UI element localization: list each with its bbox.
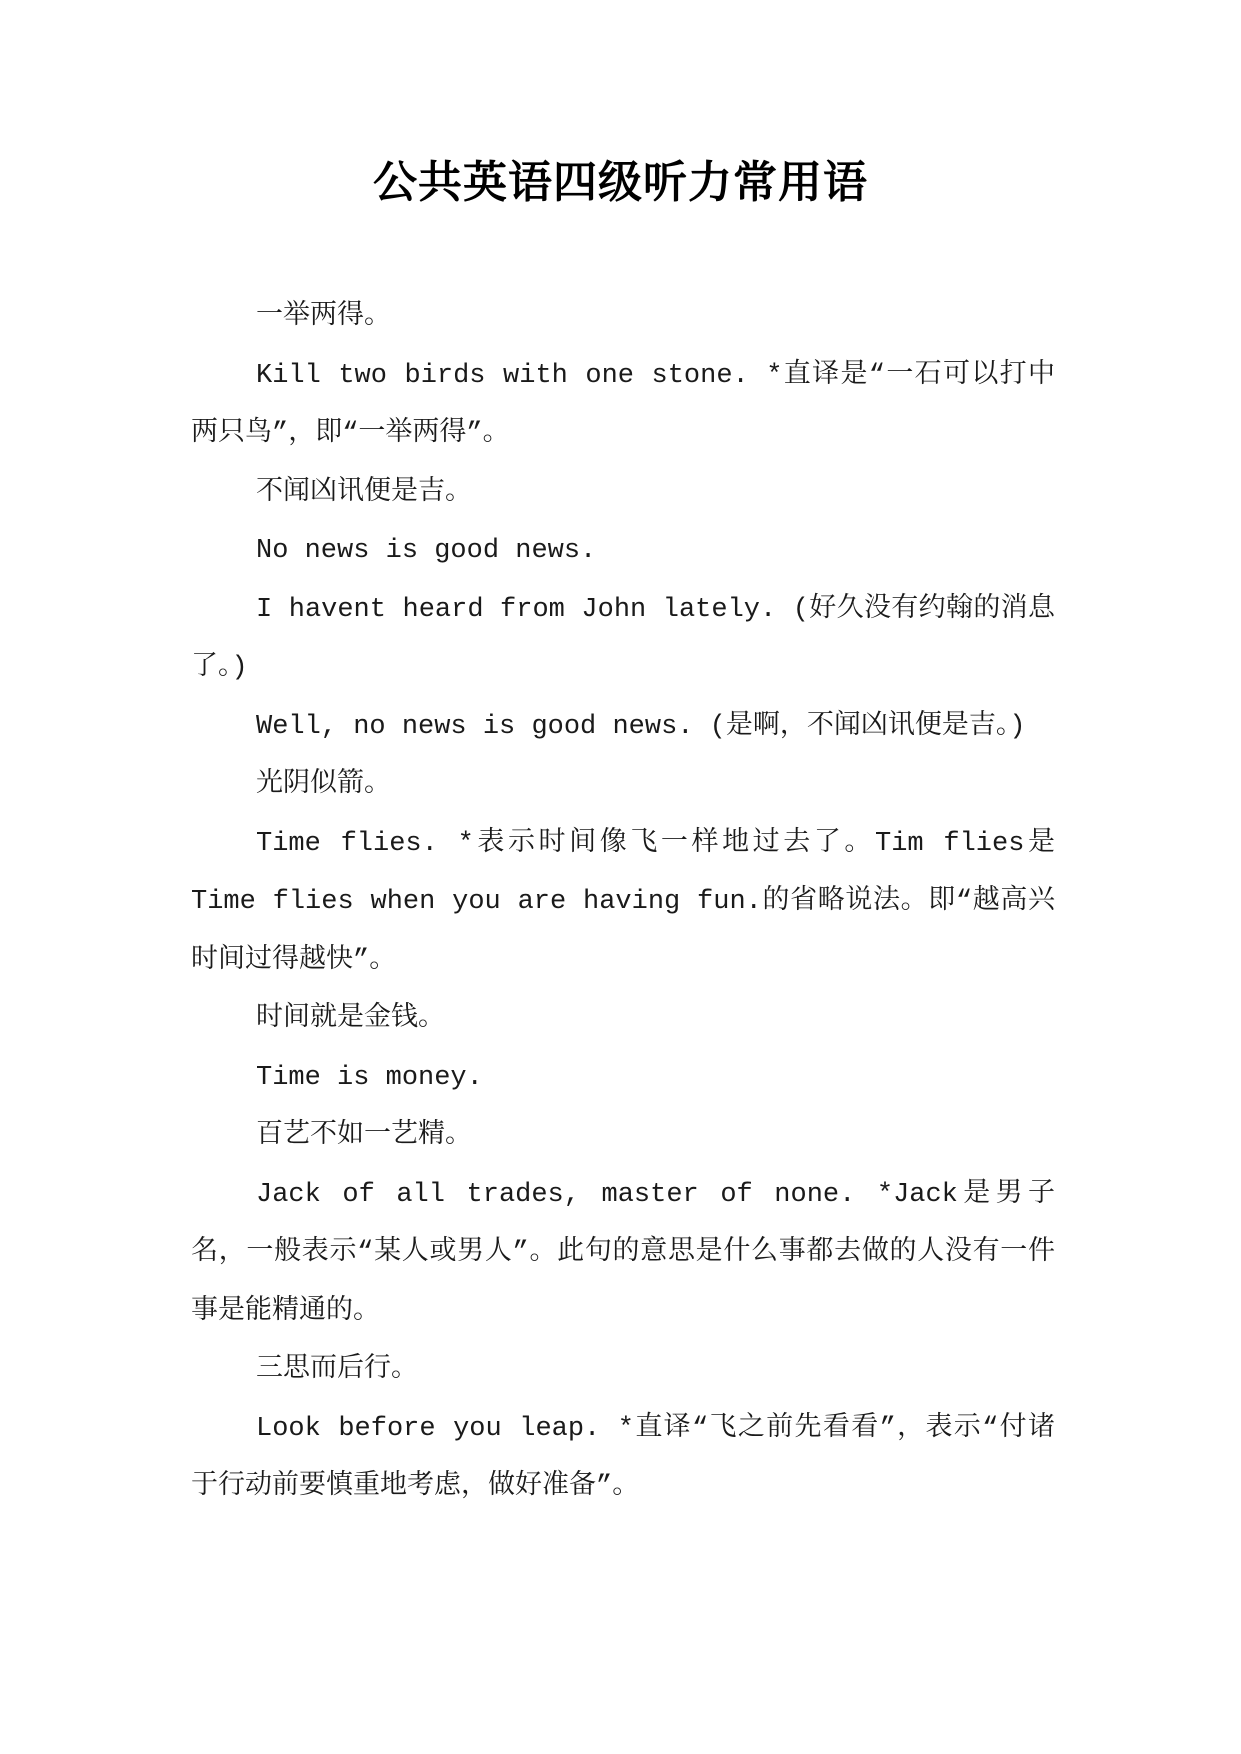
proverb-chinese: 光阴似箭。 xyxy=(256,770,391,800)
proverb-english: No news is good news. xyxy=(256,536,597,566)
example-dialogue-line: I havent heard from John lately. (好久没有约翰的消息了。) xyxy=(191,594,1055,683)
proverb-chinese: 百艺不如一艺精。 xyxy=(256,1121,472,1151)
proverb-chinese: 一举两得。 xyxy=(256,302,391,332)
proverb-english: Time is money. xyxy=(256,1062,483,1093)
proverb-english-explanation: Look before you leap. *直译“飞之前先看看”，表示“付诸于行动前要慎重地考虑，做好准备”。 xyxy=(191,1413,1055,1502)
proverb-chinese: 三思而后行。 xyxy=(256,1355,418,1385)
example-dialogue-line: Well, no news is good news. (是啊，不闻凶讯便是吉。) xyxy=(256,711,1026,742)
page-title: 公共英语四级听力常用语 xyxy=(373,157,868,208)
document-body xyxy=(191,288,1055,1517)
proverb-english-explanation: Time flies. *表示时间像飞一样地过去了。Tim flies是Time flies when you are having fun.的省略说法。即“越高兴时间过得越快”。 xyxy=(191,828,1055,976)
proverb-chinese: 时间就是金钱。 xyxy=(256,1004,445,1034)
proverb-english-explanation: Jack of all trades, master of none. *Jack是男子名，一般表示“某人或男人”。此句的意思是什么事都去做的人没有一件事是能精通的。 xyxy=(191,1179,1055,1327)
proverb-chinese: 不闻凶讯便是吉。 xyxy=(256,477,472,508)
proverb-english-explanation: Kill two birds with one stone. *直译是“一石可以打中两只鸟”，即“一举两得”。 xyxy=(191,360,1055,449)
